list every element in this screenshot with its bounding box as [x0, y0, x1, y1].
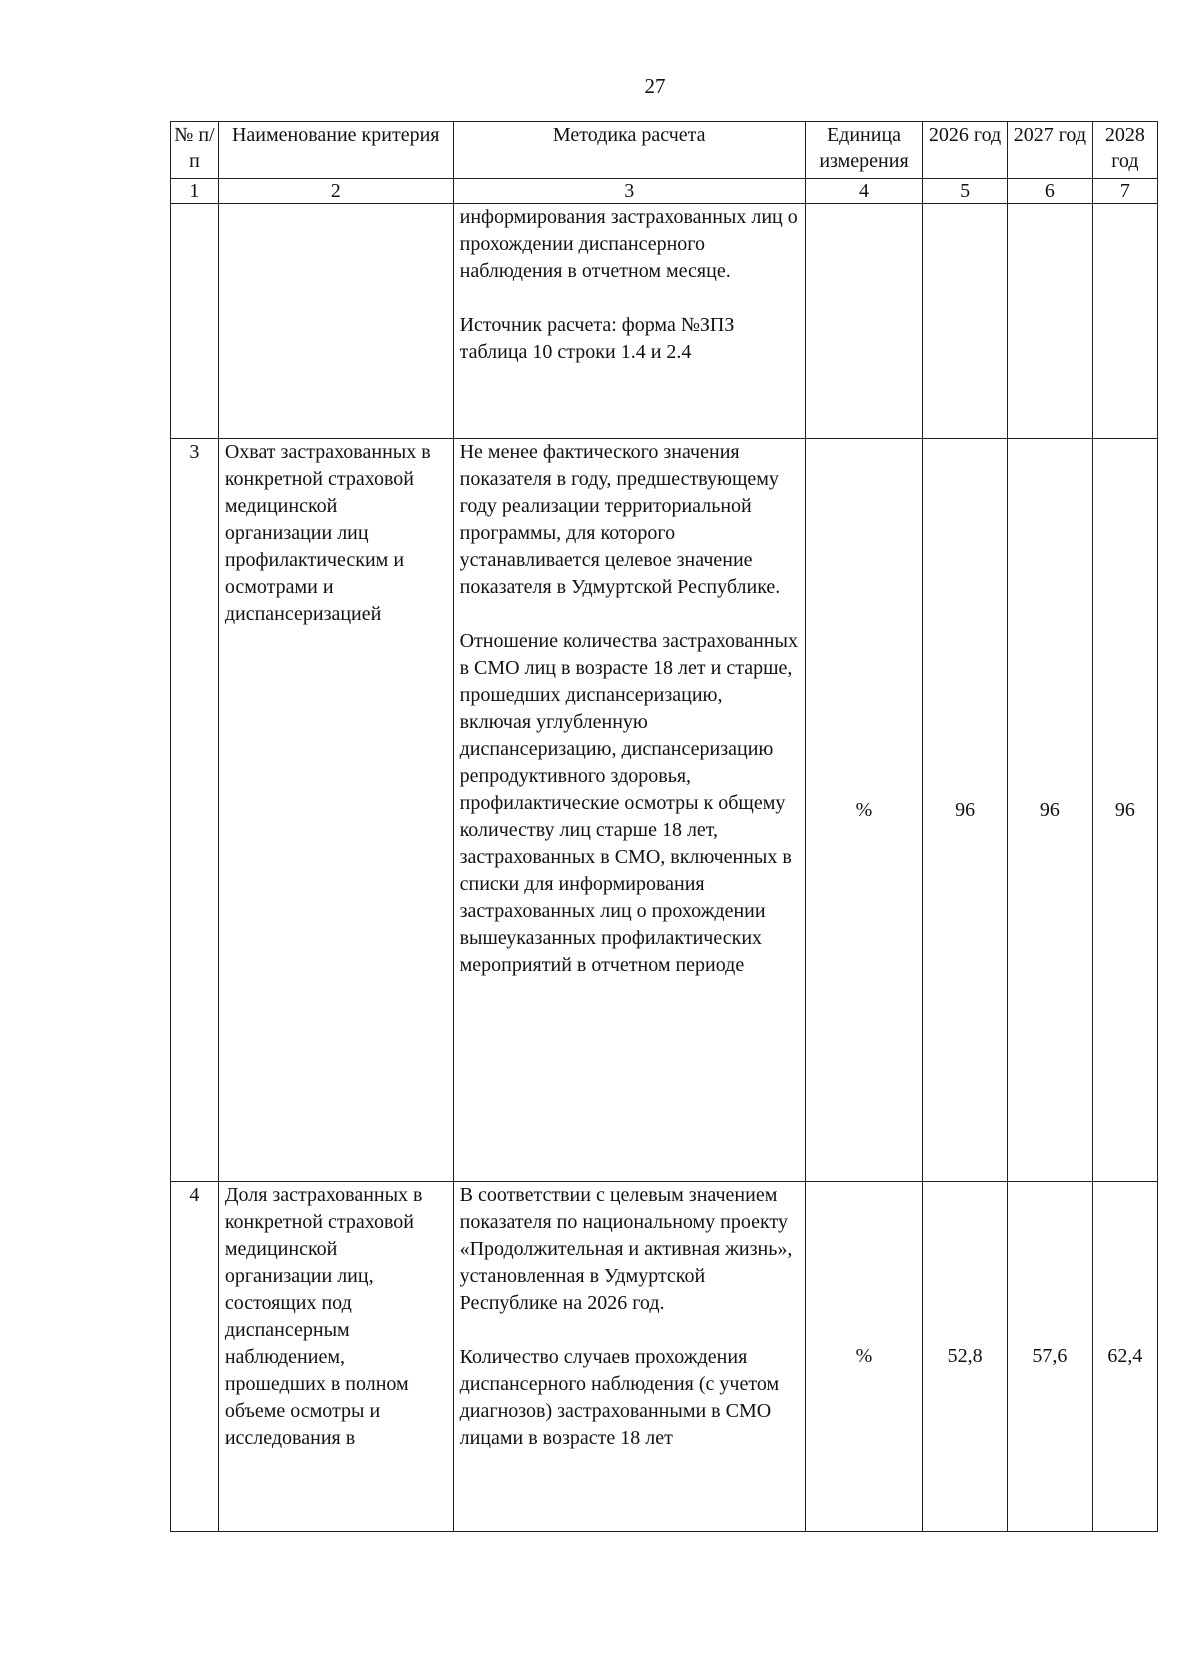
- table-row: [171, 1182, 1158, 1532]
- column-index: 6: [1007, 179, 1092, 204]
- header-2027: 2027 год: [1007, 122, 1092, 179]
- value-2027: [1007, 204, 1092, 439]
- column-index: 3: [453, 179, 805, 204]
- row-number: 4: [171, 1182, 219, 1532]
- method-source: Источник расчета: форма №ЗПЗ таблица 10 строки 1.4 и 2.4: [459, 314, 735, 363]
- method-paragraph: информирования застрахованных лиц о прохождении диспансерного наблюдения в отчетном месяце.: [459, 206, 798, 282]
- value-2026: 96: [923, 439, 1008, 1182]
- header-method: Методика расчета: [453, 122, 805, 179]
- value-2027: 96: [1007, 439, 1092, 1182]
- row-number: [171, 204, 219, 439]
- value-2028: [1092, 204, 1157, 439]
- value-2026: [923, 204, 1008, 439]
- criteria-table: [170, 121, 1158, 1532]
- value-2028: 96: [1092, 439, 1157, 1182]
- header-name: Наименование критерия: [218, 122, 453, 179]
- page-number: 27: [644, 74, 666, 98]
- unit-cell: [805, 204, 922, 439]
- method-paragraph: Отношение количества застрахованных в СМО лиц в возрасте 18 лет и старше, прошедших диспансеризацию, включая углубленную диспансеризацию, диспансеризацию репродуктивного здоровья, профилактические осмотры к общему количеству лиц старше 18 лет, застрахованных в СМО, включенных в списки для информирования застрахованных лиц о прохождении вышеуказанных профилактических мероприятий в отчетном периоде: [459, 630, 798, 976]
- method-paragraph: В соответствии с целевым значением показателя по национальному проекту «Продолжительная и активная жизнь», установленная в Удмуртской Республике на 2026 год.: [459, 1184, 793, 1314]
- value-2028: 62,4: [1092, 1182, 1157, 1532]
- criterion-name: [218, 204, 453, 439]
- row-number: 3: [171, 439, 219, 1182]
- table-header-row: [171, 122, 1158, 179]
- value-2027: 57,6: [1007, 1182, 1092, 1532]
- header-num: № п/п: [171, 122, 219, 179]
- column-index: 2: [218, 179, 453, 204]
- column-index: 4: [805, 179, 922, 204]
- column-index-row: [171, 179, 1158, 204]
- value-2026: 52,8: [923, 1182, 1008, 1532]
- method-cell: [453, 439, 805, 1182]
- header-2026: 2026 год: [923, 122, 1008, 179]
- method-cell: [453, 1182, 805, 1532]
- method-cell: [453, 204, 805, 439]
- method-paragraph: Не менее фактического значения показателя в году, предшествующему году реализации территориальной программы, для которого устанавливается целевое значение показателя в Удмуртской Республике.: [459, 441, 781, 598]
- method-paragraph: Количество случаев прохождения диспансерного наблюдения (с учетом диагнозов) застрахованными в СМО лицами в возрасте 18 лет: [459, 1346, 780, 1449]
- column-index: 7: [1092, 179, 1157, 204]
- unit-cell: %: [805, 1182, 922, 1532]
- header-unit: Единица измерения: [805, 122, 922, 179]
- column-index: 1: [171, 179, 219, 204]
- header-2028: 2028 год: [1092, 122, 1157, 179]
- unit-cell: %: [805, 439, 922, 1182]
- criterion-name: Охват застрахованных в конкретной страховой медицинской организации лиц профилактическим и осмотрами и диспансеризацией: [218, 439, 453, 1182]
- table-row: [171, 204, 1158, 439]
- criterion-name: Доля застрахованных в конкретной страховой медицинской организации лиц, состоящих под диспансерным наблюдением, прошедших в полном объеме осмотры и исследования в: [218, 1182, 453, 1532]
- table-row: [171, 439, 1158, 1182]
- column-index: 5: [923, 179, 1008, 204]
